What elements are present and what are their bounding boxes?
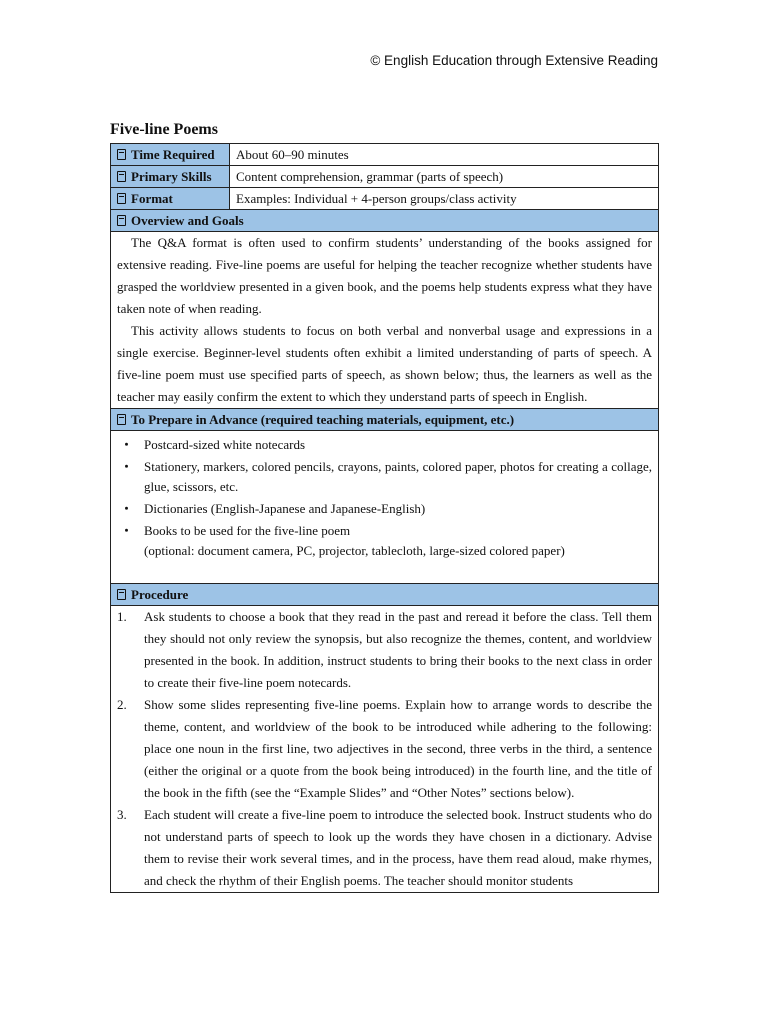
section-body-prepare [111, 431, 659, 584]
info-label: Format [131, 190, 173, 206]
checkbox-icon [117, 193, 126, 204]
section-heading-cell [111, 210, 659, 232]
step-number: 3. [117, 807, 127, 822]
checkbox-icon [117, 414, 126, 425]
list-item [117, 521, 652, 561]
section-heading: Procedure [131, 586, 189, 602]
overview-body [111, 232, 659, 409]
section-header-prepare [111, 409, 659, 431]
bullet-marker: ・ [120, 459, 134, 474]
section-heading: To Prepare in Advance (required teaching materials, equipment, etc.) [131, 411, 515, 427]
overview-paragraph: This activity allows students to focus on both verbal and nonverbal usage and expressions in a single exercise. Beginner-level students often exhibit a limited understanding of parts of speech. A five-line poem must use specified parts of speech, as shown below; thus, the learners as well as the teacher may easily confirm the extent to which they understand parts of speech in English. [117, 323, 652, 404]
procedure-step [117, 804, 652, 892]
overview-paragraph: The Q&A format is often used to confirm students’ understanding of the books assigned for extensive reading. Five-line poems are useful for helping the teacher recognize whether students have grasped the worldview presented in a given book, and the poems help students express what they have taken note of when reading. [117, 235, 652, 316]
lesson-plan-table [110, 143, 659, 893]
info-label-cell [111, 188, 230, 210]
copyright-notice: © English Education through Extensive Reading [370, 53, 658, 68]
optional-materials-note: (optional: document camera, PC, projector, tablecloth, large-sized colored paper) [144, 543, 565, 558]
list-item [117, 499, 652, 519]
section-header-procedure [111, 584, 659, 606]
materials-list [117, 435, 652, 561]
info-value: Examples: Individual + 4-person groups/class activity [230, 188, 659, 210]
section-body-procedure [111, 606, 659, 893]
checkbox-icon [117, 589, 126, 600]
info-row-format [111, 188, 659, 210]
procedure-step [117, 694, 652, 804]
section-heading: Overview and Goals [131, 212, 244, 228]
procedure-step [117, 606, 652, 694]
bullet-marker: ・ [120, 523, 134, 538]
prepare-body [111, 431, 659, 584]
section-header-overview [111, 210, 659, 232]
info-value: Content comprehension, grammar (parts of speech) [230, 166, 659, 188]
info-label-cell [111, 166, 230, 188]
page-title: Five-line Poems [110, 121, 218, 138]
step-number: 1. [117, 609, 127, 624]
step-text: Ask students to choose a book that they read in the past and reread it before the class. Tell them they should not only review the synopsis, but also recognize the themes, content, and worldview presented in the book. In addition, instruct students to bring their books to the next class in order to create their five-line poem notecards. [144, 609, 652, 690]
procedure-body [111, 606, 659, 893]
procedure-steps [117, 606, 652, 892]
list-item-text: Stationery, markers, colored pencils, crayons, paints, colored paper, photos for creating a collage, glue, scissors, etc. [144, 459, 652, 494]
info-label: Primary Skills [131, 168, 212, 184]
section-body-overview [111, 232, 659, 409]
step-text: Each student will create a five-line poem to introduce the selected book. Instruct students who do not understand parts of speech to look up the words they have chosen in a dictionary. Advise them to revise their work several times, and in the process, have them read aloud, make rhymes, and check the rhythm of their English poems. The teacher should monitor students [144, 807, 652, 888]
bullet-marker: ・ [120, 501, 134, 516]
step-number: 2. [117, 697, 127, 712]
list-item-text: Dictionaries (English-Japanese and Japanese-English) [144, 501, 426, 516]
bullet-marker: ・ [120, 437, 134, 452]
info-value: About 60–90 minutes [230, 144, 659, 166]
step-text: Show some slides representing five-line poems. Explain how to arrange words to describe the theme, content, and worldview of the book to be introduced while adhering to the following: place one noun in the first line, two adjectives in the second, three verbs in the third, a sentence (either the original or a quote from the book being introduced) in the fourth line, and the title of the book in the fifth (see the “Example Slides” and “Other Notes” sections below). [144, 697, 652, 800]
list-item-text: Books to be used for the five-line poem [144, 523, 351, 538]
info-label: Time Required [131, 146, 215, 162]
section-heading-cell [111, 584, 659, 606]
checkbox-icon [117, 171, 126, 182]
info-row-time [111, 144, 659, 166]
list-item-text: Postcard-sized white notecards [144, 437, 306, 452]
checkbox-icon [117, 149, 126, 160]
list-item [117, 435, 652, 455]
info-row-skills [111, 166, 659, 188]
checkbox-icon [117, 215, 126, 226]
info-label-cell [111, 144, 230, 166]
list-item [117, 457, 652, 497]
section-heading-cell [111, 409, 659, 431]
